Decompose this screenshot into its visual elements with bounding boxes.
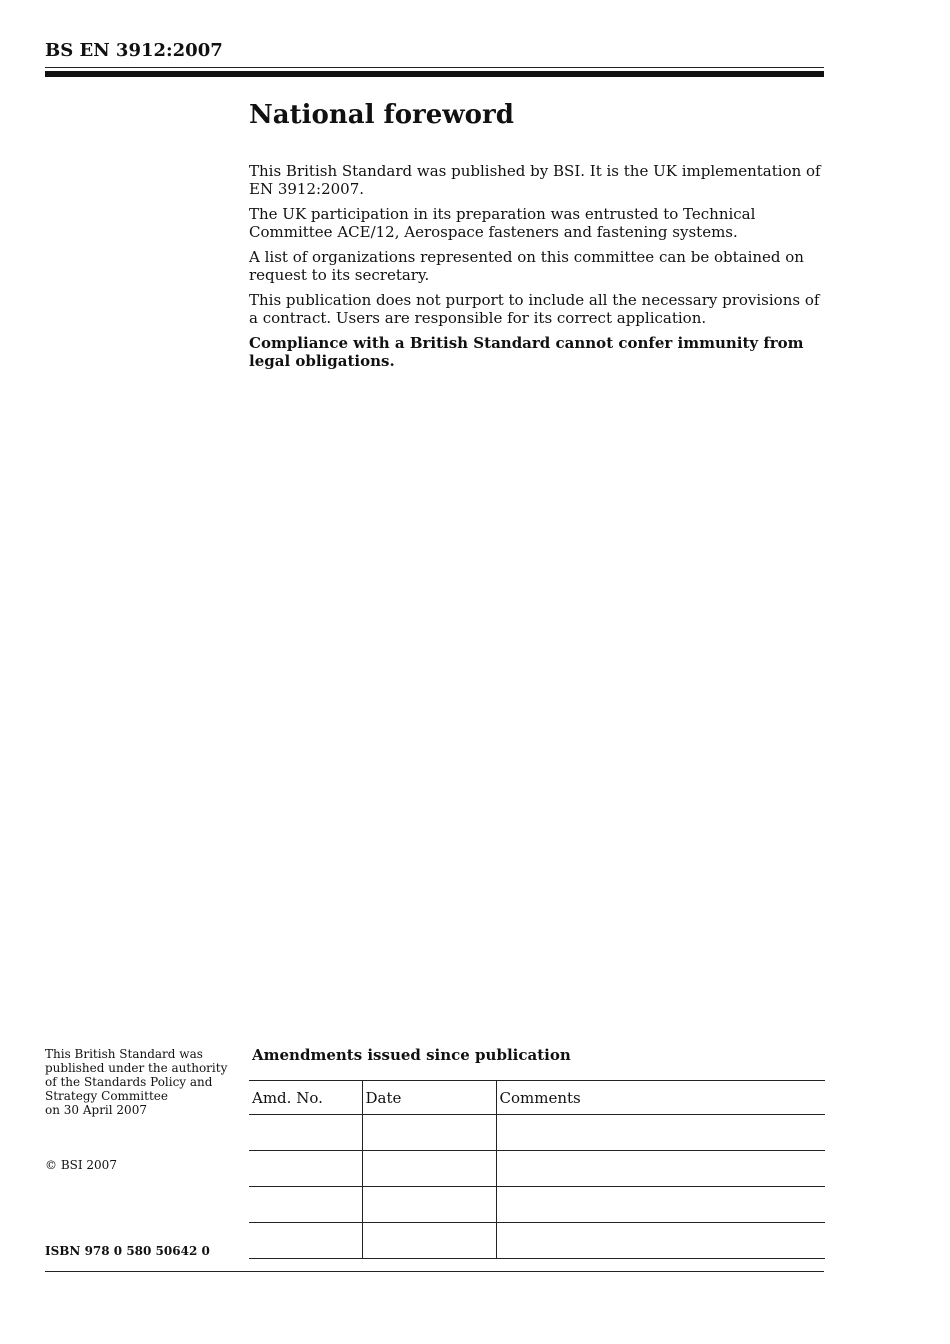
- table-row: [249, 1187, 825, 1223]
- table-cell: [362, 1187, 496, 1223]
- isbn: ISBN 978 0 580 50642 0: [45, 1244, 210, 1258]
- paragraph: The UK participation in its preparation was entrusted to Technical Committee ACE/12, Aerospace fasteners and fastening systems.: [249, 205, 756, 241]
- table-row: [249, 1115, 825, 1151]
- header-rule-thin: [45, 67, 824, 68]
- column-header-date: Date: [362, 1081, 496, 1115]
- compliance-statement: Compliance with a British Standard cannot confer immunity from legal obligations.: [249, 334, 804, 370]
- table-row: [249, 1151, 825, 1187]
- table-cell: [249, 1151, 362, 1187]
- paragraph: A list of organizations represented on this committee can be obtained on request to its secretary.: [249, 248, 804, 284]
- table-row: [249, 1223, 825, 1259]
- authority-line: Strategy Committee: [45, 1089, 168, 1103]
- paragraph: This British Standard was published by BSI. It is the UK implementation of EN 3912:2007.: [249, 162, 821, 198]
- table-header-row: [249, 1081, 825, 1115]
- table-cell: [362, 1223, 496, 1259]
- amendments-title: Amendments issued since publication: [252, 1046, 571, 1064]
- table-cell: [496, 1151, 825, 1187]
- foreword-body: [249, 163, 829, 378]
- footer-rule: [45, 1271, 824, 1272]
- table-cell: [496, 1187, 825, 1223]
- authority-line: published under the authority: [45, 1061, 228, 1075]
- paragraph: This publication does not purport to include all the necessary provisions of a contract. Users are responsible for its correct application.: [249, 291, 820, 327]
- table-cell: [362, 1115, 496, 1151]
- amendments-table: [249, 1080, 825, 1259]
- table-cell: [496, 1115, 825, 1151]
- table-cell: [249, 1187, 362, 1223]
- table-cell: [362, 1151, 496, 1187]
- table-cell: [249, 1223, 362, 1259]
- document-id: BS EN 3912:2007: [45, 40, 223, 61]
- copyright: © BSI 2007: [45, 1158, 117, 1172]
- column-header-amd-no: Amd. No.: [249, 1081, 362, 1115]
- authority-note: [45, 1047, 245, 1117]
- table-cell: [496, 1223, 825, 1259]
- header-rule-thick: [45, 71, 824, 77]
- authority-line: of the Standards Policy and: [45, 1075, 213, 1089]
- authority-line: This British Standard was: [45, 1047, 203, 1061]
- column-header-comments: Comments: [496, 1081, 825, 1115]
- authority-line: on 30 April 2007: [45, 1103, 147, 1117]
- table-cell: [249, 1115, 362, 1151]
- page-title: National foreword: [249, 100, 514, 130]
